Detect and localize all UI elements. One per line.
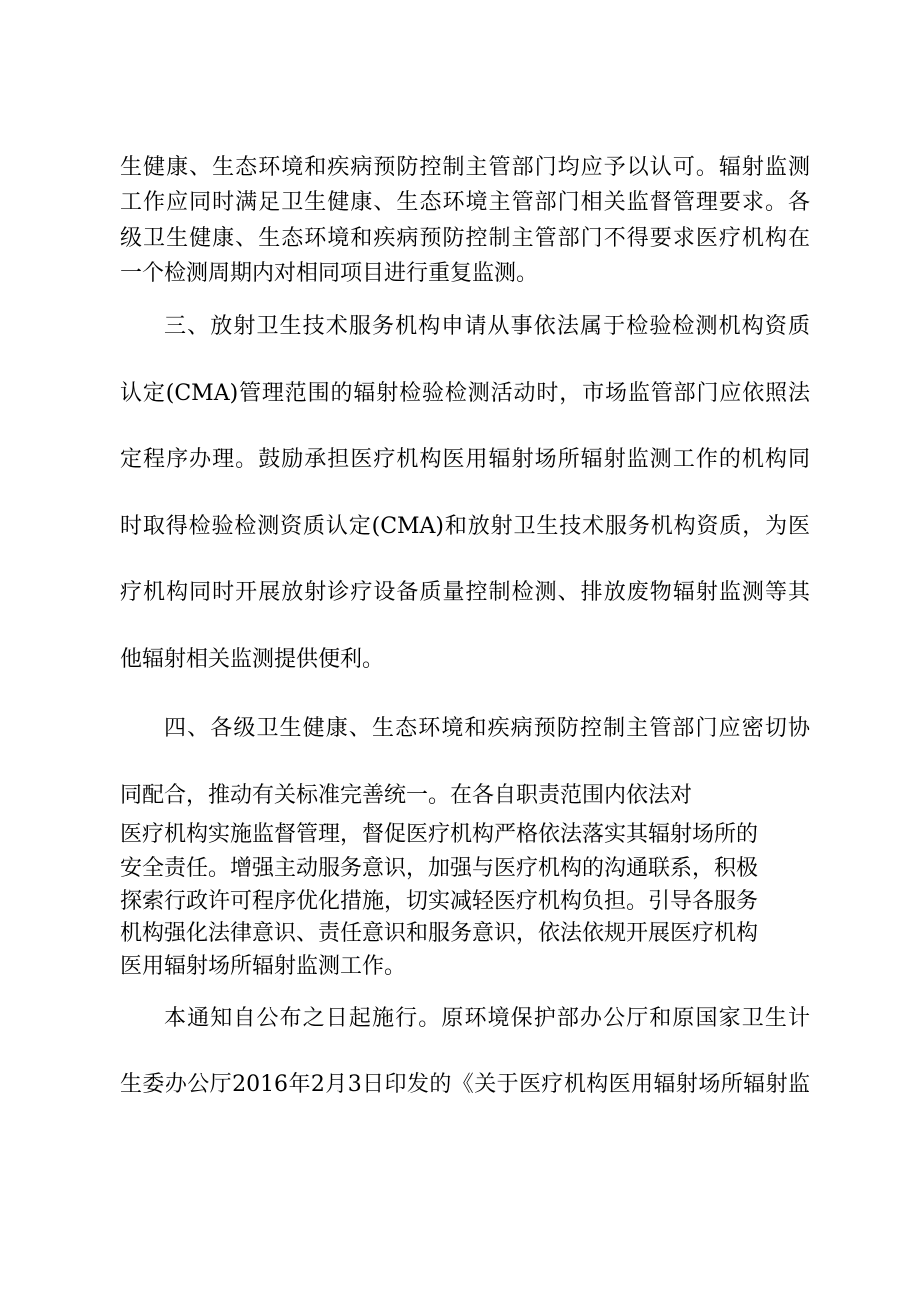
- paragraph-line: 疗机构同时开展放射诊疗设备质量控制检测、排放废物辐射监测等其: [120, 580, 810, 605]
- paragraph-line: 他辐射相关监测提供便利。: [120, 647, 385, 672]
- paragraph-line: 医用辐射场所辐射监测工作。: [120, 954, 407, 979]
- paragraph-line: 生健康、生态环境和疾病预防控制主管部门均应予以认可。辐射监测: [120, 155, 810, 180]
- paragraph-line: 级卫生健康、生态环境和疾病预防控制主管部门不得要求医疗机构在: [120, 226, 810, 251]
- paragraph-line: 安全责任。增强主动服务意识，加强与医疗机构的沟通联系，积极: [120, 856, 759, 881]
- paragraph-line: 本通知自公布之日起施行。原环境保护部办公厅和原国家卫生计: [164, 1006, 810, 1031]
- paragraph-line: 医疗机构实施监督管理，督促医疗机构严格依法落实其辐射场所的: [120, 822, 759, 847]
- paragraph-line: 同配合，推动有关标准完善统一。在各自职责范围内依法对: [120, 783, 693, 808]
- paragraph-line: 探索行政许可程序优化措施，切实减轻医疗机构负担。引导各服务: [120, 889, 759, 914]
- paragraph-line: 三、放射卫生技术服务机构申请从事依法属于检验检测机构资质: [164, 314, 810, 339]
- paragraph-line: 机构强化法律意识、责任意识和服务意识，依法依规开展医疗机构: [120, 921, 759, 946]
- paragraph-line: 一个检测周期内对相同项目进行重复监测。: [120, 261, 539, 286]
- paragraph-line: 定程序办理。鼓励承担医疗机构医用辐射场所辐射监测工作的机构同: [120, 447, 810, 472]
- paragraph-line: 时取得检验检测资质认定(CMA)和放射卫生技术服务机构资质，为医: [120, 514, 810, 539]
- paragraph-line: 工作应同时满足卫生健康、生态环境主管部门相关监督管理要求。各: [120, 190, 810, 215]
- paragraph-line: 认定(CMA)管理范围的辐射检验检测活动时，市场监管部门应依照法: [120, 381, 810, 406]
- paragraph-line: 生委办公厅2016年2月3日印发的《关于医疗机构医用辐射场所辐射监: [120, 1072, 810, 1097]
- paragraph-line: 四、各级卫生健康、生态环境和疾病预防控制主管部门应密切协: [164, 716, 810, 741]
